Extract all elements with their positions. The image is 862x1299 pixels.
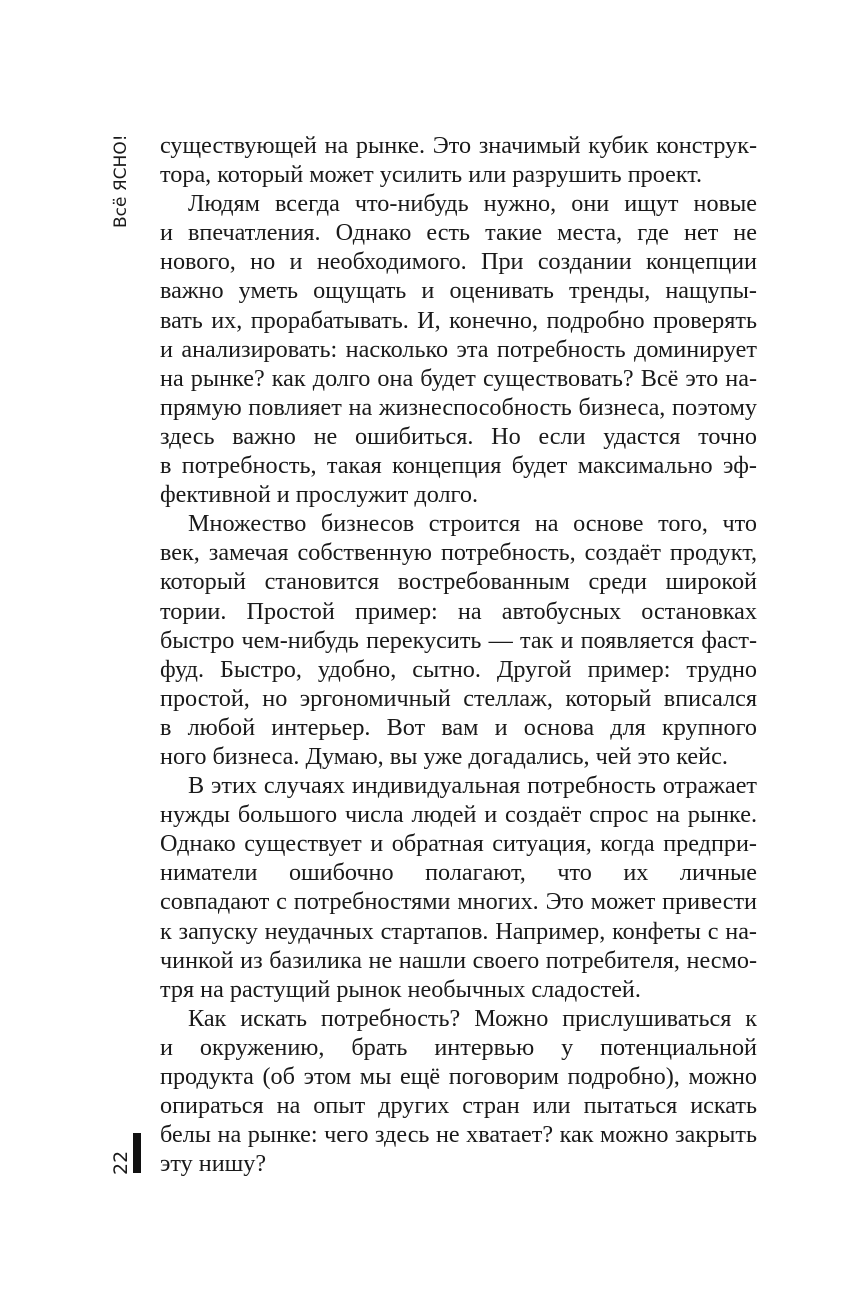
text-line: ниматели ошибочно полагают, что их личные xyxy=(160,859,757,887)
text-line: продукта (об этом мы ещё поговорим подробно), можно xyxy=(160,1063,757,1090)
text-line: здесь важно не ошибиться. Но если удастся точно xyxy=(160,422,757,450)
text-line: В этих случаях индивидуальная потребность отражает xyxy=(188,772,757,800)
text-line: тора, который может усилить или разрушить проект. xyxy=(160,161,703,189)
page-number-bar xyxy=(133,1133,141,1173)
text-line: тря на растущий рынок необычных сладостей. xyxy=(160,975,641,1003)
text-line: век, замечая собственную потребность, создаёт продукт, xyxy=(160,539,757,567)
text-line: простой, но эргономичный стеллаж, который вписался xyxy=(160,684,757,712)
text-line: быстро чем-нибудь перекусить — так и появляется фаст- xyxy=(160,626,757,654)
text-line: белы на рынке: чего здесь не хватает? как можно закрыть xyxy=(160,1121,757,1149)
text-line: чинкой из базилика не нашли своего потребителя, несмо- xyxy=(160,946,757,974)
text-line: на рынке? как долго она будет существовать? Всё это на- xyxy=(160,364,757,392)
text-line: Однако существует и обратная ситуация, когда предпри- xyxy=(160,830,757,858)
text-line: в любой интерьер. Вот вам и основа для крупного xyxy=(160,713,757,741)
text-line: и анализировать: насколько эта потребность доминирует xyxy=(160,335,757,363)
text-line: фективной и прослужит долго. xyxy=(160,481,478,509)
paragraph xyxy=(160,509,757,771)
running-title: Всё ЯСНО! xyxy=(111,134,131,228)
text-line: нужды большого числа людей и создаёт спрос на рынке. xyxy=(160,801,757,829)
text-line: к запуску неудачных стартапов. Например, конфеты с на- xyxy=(160,917,757,945)
text-line: важно уметь ощущать и оценивать тренды, нащупы- xyxy=(160,277,757,305)
text-line: и впечатления. Однако есть такие места, где нет не xyxy=(160,219,757,247)
text-line: эту нишу? xyxy=(160,1150,267,1178)
text-line: вать их, прорабатывать. И, конечно, подробно проверять xyxy=(160,306,757,334)
text-line: опираться на опыт других стран или пытаться искать xyxy=(160,1092,757,1120)
text-line: ного бизнеса. Думаю, вы уже догадались, чей это кейс. xyxy=(160,742,728,770)
paragraph xyxy=(160,189,757,509)
text-line: Людям всегда что-нибудь нужно, они ищут новые xyxy=(188,190,757,218)
paragraph xyxy=(160,771,757,1004)
text-line: Множество бизнесов строится на основе того, что xyxy=(188,510,757,538)
text-line: прямую повлияет на жизнеспособность бизнеса, поэтому xyxy=(160,393,757,421)
text-line: совпадают с потребностями многих. Это может привести xyxy=(160,888,757,916)
text-line: существующей на рынке. Это значимый кубик конструк- xyxy=(160,132,757,159)
text-line: и окружению, брать интервью у потенциальной xyxy=(160,1033,757,1061)
text-line: тории. Простой пример: на автобусных остановках xyxy=(160,597,757,625)
page-number: 22 xyxy=(110,1150,132,1175)
text-line: нового, но и необходимого. При создании концепции xyxy=(160,248,757,276)
text-line: который становится востребованным среди широкой xyxy=(160,568,757,596)
paragraph xyxy=(160,1004,757,1179)
text-line: Как искать потребность? Можно прислушиваться к xyxy=(188,1004,757,1032)
text-line: в потребность, такая концепция будет максимально эф- xyxy=(160,452,757,480)
body-text xyxy=(160,131,757,1178)
text-line: фуд. Быстро, удобно, сытно. Другой пример: трудно xyxy=(160,655,757,683)
paragraph xyxy=(160,131,757,189)
